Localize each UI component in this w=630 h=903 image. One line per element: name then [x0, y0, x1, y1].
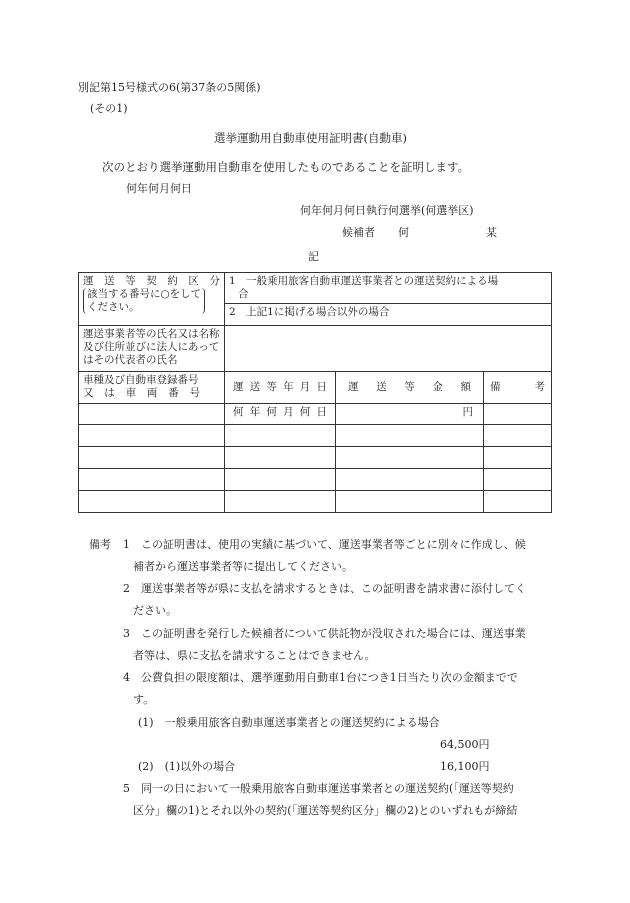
note-1-b: 補者から運送事業者等に提出してください。	[133, 560, 353, 573]
note-4-2-amount: 16,100円	[440, 760, 490, 773]
contract-note: 該当する番号に○をして ください。	[83, 288, 205, 314]
operator-value	[225, 326, 552, 372]
note-3-b: 者等は、県に支払を請求することはできません。	[133, 649, 376, 662]
col-remarks: 備考	[484, 372, 552, 404]
issue-date: 何年何月何日	[126, 182, 192, 195]
table-row	[79, 469, 552, 491]
document-title: 選挙運動用自動車使用証明書(自動車)	[214, 131, 407, 145]
contract-type-label: 運送等契約区分	[83, 275, 220, 287]
contract-option-2: 2 上記1に掲げる場合以外の場合	[225, 304, 552, 326]
table-row	[79, 491, 552, 513]
note-2-a: 2 運送事業者等が県に支払を請求するときは、この証明書を請求書に添付してく	[123, 582, 526, 595]
row-date: 何年何月何日	[233, 406, 327, 418]
table-row	[79, 425, 552, 447]
candidate-name-a: 何	[398, 226, 409, 239]
ki-mark: 記	[308, 250, 319, 263]
note-2-b: ださい。	[133, 604, 177, 617]
candidate-label: 候補者	[342, 226, 375, 239]
usage-table	[78, 272, 552, 513]
note-4-1: (1) 一般乗用旅客自動車運送事業者との運送契約による場合	[138, 716, 440, 729]
operator-label: 運送事業者等の氏名又は名称 及び住所並びに法人にあって はその代表者の氏名	[79, 326, 225, 372]
notes-label: 備考	[89, 538, 111, 551]
note-4-a: 4 公費負担の限度額は、選挙運動用自動車1台につき1日当たり次の金額までで	[123, 671, 518, 684]
statement: 次のとおり選挙運動用自動車を使用したものであることを証明します。	[102, 160, 470, 174]
sub-number: (その1)	[90, 102, 128, 115]
form-number: 別記第15号様式の6(第37条の5関係)	[78, 81, 261, 94]
contract-option-1: 1 一般乗用旅客自動車運送事業者との運送契約による場 合	[225, 273, 552, 304]
note-4-1-amount: 64,500円	[440, 738, 490, 751]
col-amount: 運送等金額	[336, 372, 484, 404]
table-row	[79, 447, 552, 469]
table-row	[79, 404, 552, 425]
note-3-a: 3 この証明書を発行した候補者について供託物が没収された場合には、運送事業	[123, 627, 526, 640]
col-vehicle: 車種及び自動車登録番号 又は車両番号	[79, 372, 225, 404]
row-amount-unit: 円	[336, 404, 484, 425]
note-4-2: (2) (1)以外の場合	[138, 760, 236, 773]
candidate-name-b: 某	[486, 226, 497, 239]
note-4-b: す。	[133, 693, 155, 706]
col-date: 運送等年月日	[225, 372, 336, 404]
note-1-a: 1 この証明書は、使用の実績に基づいて、運送事業者等ごとに別々に作成し、候	[123, 538, 526, 551]
note-5-a: 5 同一の日において一般乗用旅客自動車運送事業者との運送契約(「運送等契約	[123, 782, 514, 795]
contract-type-label-cell	[79, 273, 225, 326]
note-5-b: 区分」欄の1)とそれ以外の契約(「運送等契約区分」欄の2)とのいずれもが締結	[133, 804, 518, 817]
election-name: 何年何月何日執行何選挙(何選挙区)	[300, 204, 474, 217]
